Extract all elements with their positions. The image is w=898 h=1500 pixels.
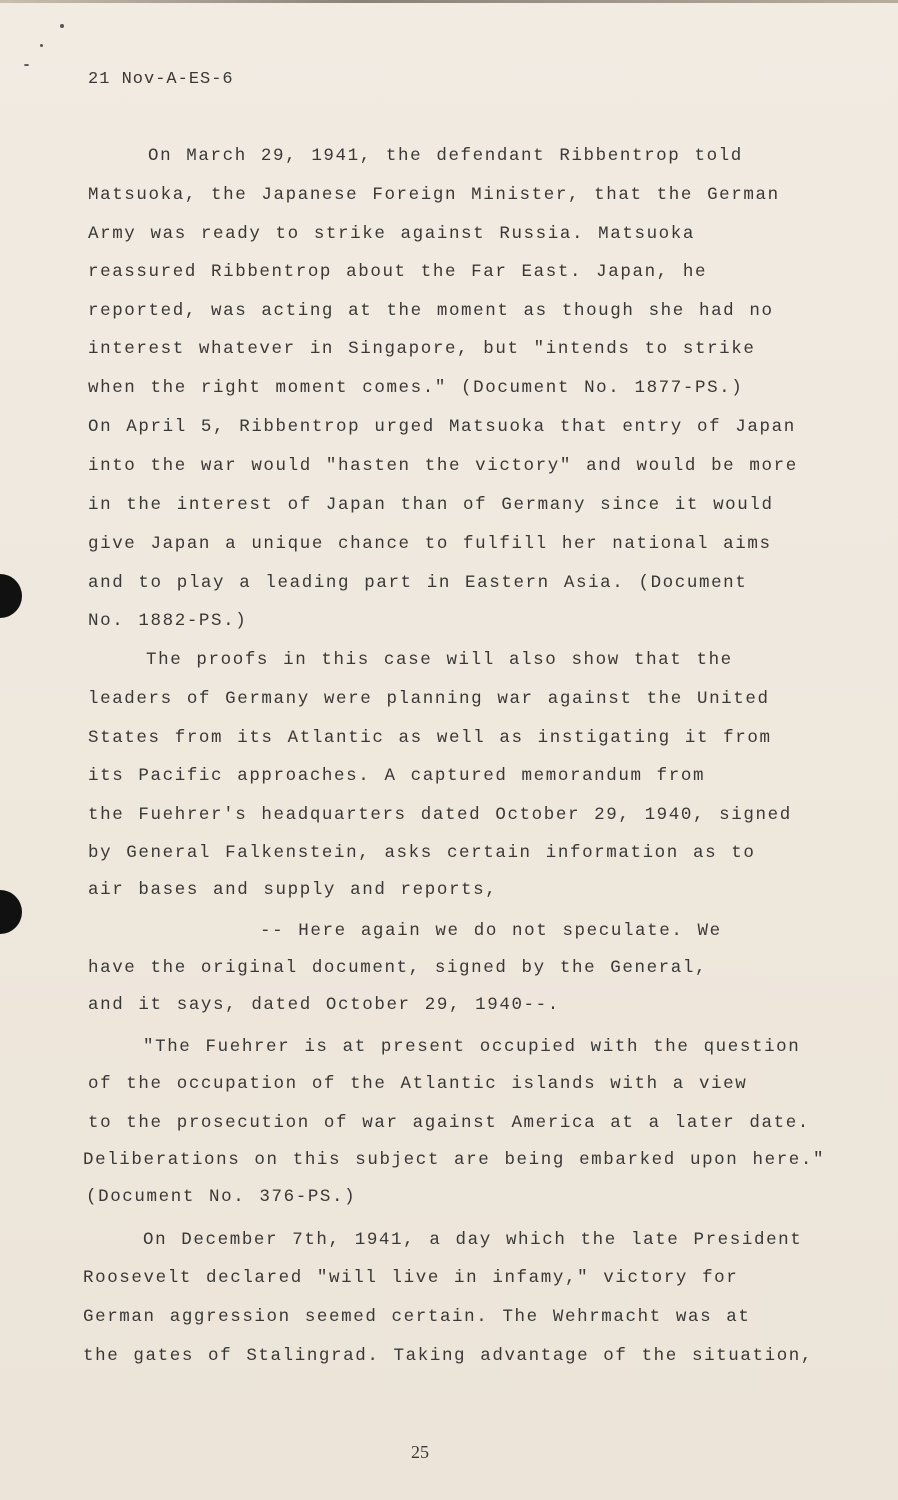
text-line: leaders of Germany were planning war against the United [88,689,770,709]
text-line: and to play a leading part in Eastern Asia. (Document [88,573,748,593]
ink-speck [40,44,43,47]
text-line: -- Here again we do not speculate. We [260,921,722,941]
text-line: On March 29, 1941, the defendant Ribbentrop told [148,146,743,166]
text-line: Deliberations on this subject are being embarked upon here." [83,1150,826,1170]
text-line: give Japan a unique chance to fulfill her national aims [88,534,772,554]
ink-speck [24,64,29,66]
text-line: "The Fuehrer is at present occupied with the question [143,1037,801,1057]
text-line: Army was ready to strike against Russia. Matsuoka [88,224,695,244]
text-line: in the interest of Japan than of Germany since it would [88,495,774,515]
text-line: interest whatever in Singapore, but "intends to strike [88,339,756,359]
punch-hole [0,890,22,934]
text-line: German aggression seemed certain. The Wehrmacht was at [83,1307,751,1327]
text-line: have the original document, signed by the General, [88,958,708,978]
punch-hole [0,574,22,618]
page-top-edge [0,0,898,3]
text-line: No. 1882-PS.) [88,611,248,631]
text-line: (Document No. 376-PS.) [86,1187,357,1207]
text-line: the Fuehrer's headquarters dated October 29, 1940, signed [88,805,792,825]
page-number: 25 [411,1442,429,1462]
text-line: of the occupation of the Atlantic islands with a view [88,1074,748,1094]
text-line: to the prosecution of war against America at a later date. [88,1113,810,1133]
text-line: Matsuoka, the Japanese Foreign Minister, that the German [88,185,780,205]
text-line: States from its Atlantic as well as instigating it from [88,728,772,748]
text-line: by General Falkenstein, asks certain information as to [88,843,756,863]
document-code: 21 Nov-A-ES-6 [88,70,234,89]
text-line: when the right moment comes." (Document No. 1877-PS.) [88,378,744,398]
text-line: reported, was acting at the moment as though she had no [88,301,774,321]
text-line: into the war would "hasten the victory" and would be more [88,456,798,476]
text-line: On December 7th, 1941, a day which the late President [143,1230,803,1250]
text-line: air bases and supply and reports, [88,880,498,900]
text-line: The proofs in this case will also show that the [146,650,733,670]
ink-speck [60,24,64,28]
text-line: On April 5, Ribbentrop urged Matsuoka that entry of Japan [88,417,796,437]
text-line: its Pacific approaches. A captured memorandum from [88,766,706,786]
text-line: the gates of Stalingrad. Taking advantage of the situation, [83,1346,814,1366]
text-line: Roosevelt declared "will live in infamy," victory for [83,1268,739,1288]
text-line: and it says, dated October 29, 1940--. [88,995,560,1015]
text-line: reassured Ribbentrop about the Far East. Japan, he [88,262,708,282]
